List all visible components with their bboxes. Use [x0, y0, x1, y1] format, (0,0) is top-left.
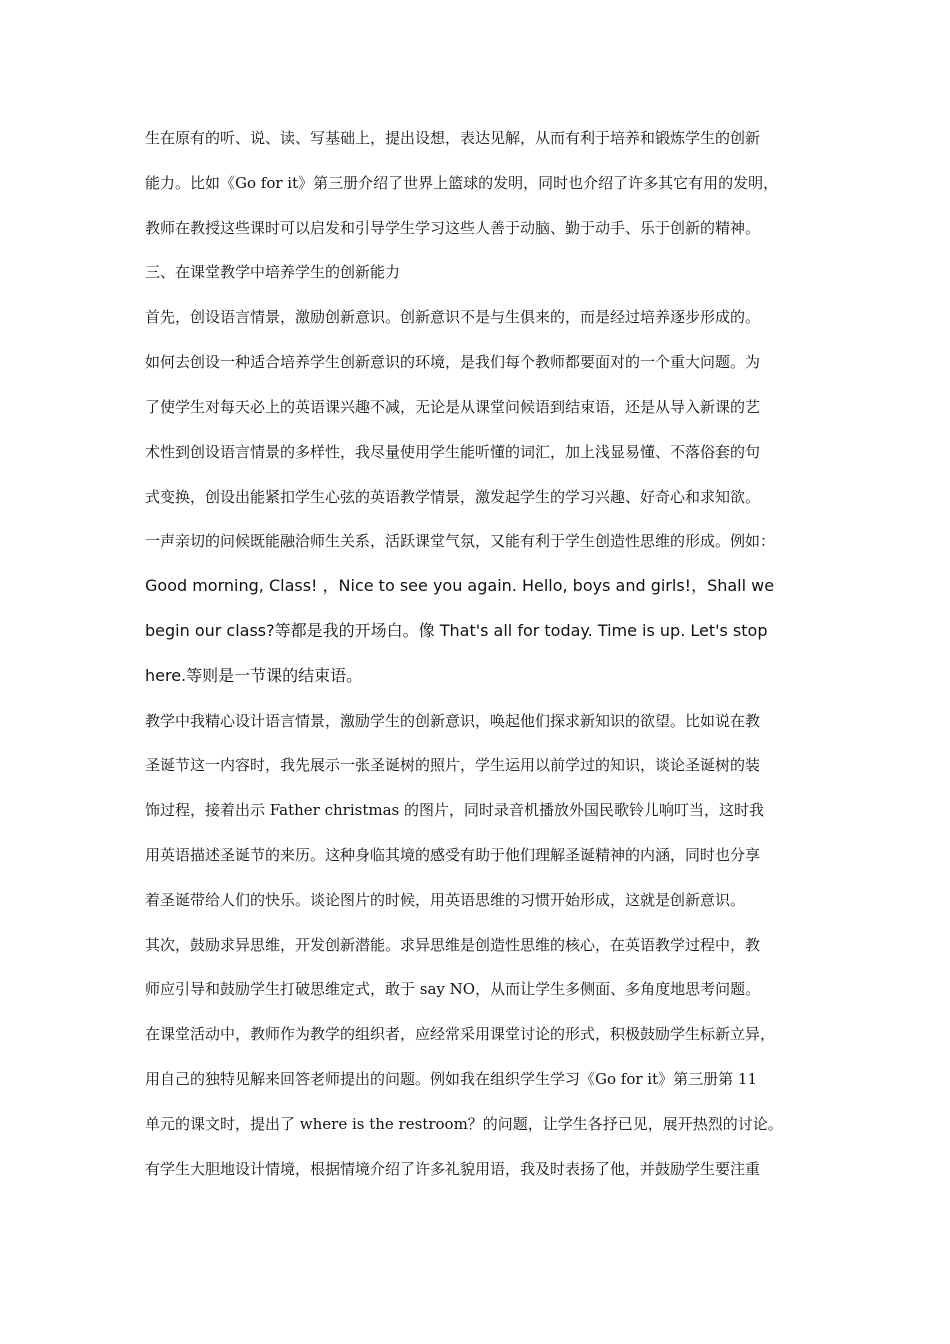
paragraph-line: begin our class?等都是我的开场白。像 That's all for today. Time is up. Let's stop [145, 621, 768, 640]
paragraph-line: 着圣诞带给人们的快乐。谈论图片的时候，用英语思维的习惯开始形成，这就是创新意识。 [145, 891, 746, 909]
paragraph-line: 师应引导和鼓励学生打破思维定式，敢于 say NO，从而让学生多侧面、多角度地思考问题。 [145, 980, 761, 998]
paragraph-line: 能力。比如《Go for it》第三册介绍了世界上篮球的发明，同时也介绍了许多其它有用的发明， [145, 174, 779, 192]
paragraph-line: here.等则是一节课的结束语。 [145, 666, 363, 685]
paragraph-line: 其次，鼓励求异思维，开发创新潜能。求异思维是创造性思维的核心，在英语教学过程中，教 [145, 936, 761, 954]
paragraph-line: 用英语描述圣诞节的来历。这种身临其境的感受有助于他们理解圣诞精神的内涵，同时也分享 [145, 846, 761, 864]
paragraph-line: 式变换，创设出能紧扣学生心弦的英语教学情景，激发起学生的学习兴趣、好奇心和求知欲。 [145, 488, 761, 506]
paragraph-line: Good morning, Class! ，Nice to see you again. Hello, boys and girls!，Shall we [145, 576, 775, 595]
paragraph-line: 圣诞节这一内容时，我先展示一张圣诞树的照片，学生运用以前学过的知识，谈论圣诞树的装 [145, 756, 761, 774]
paragraph-line: 用自己的独特见解来回答老师提出的问题。例如我在组织学生学习《Go for it》第三册第 11 [145, 1070, 757, 1088]
paragraph-line: 一声亲切的问候既能融洽师生关系，活跃课堂气氛，又能有利于学生创造性思维的形成。例如： [145, 532, 776, 550]
paragraph-line: 饰过程，接着出示 Father christmas 的图片，同时录音机播放外国民歌铃儿响叮当，这时我 [145, 801, 764, 819]
paragraph-line: 如何去创设一种适合培养学生创新意识的环境，是我们每个教师都要面对的一个重大问题。为 [145, 353, 761, 371]
paragraph-line: 有学生大胆地设计情境，根据情境介绍了许多礼貌用语，我及时表扬了他，并鼓励学生要注重 [145, 1160, 761, 1178]
paragraph-line: 教学中我精心设计语言情景，激励学生的创新意识，唤起他们探求新知识的欲望。比如说在教 [145, 712, 761, 730]
paragraph-line: 生在原有的听、说、读、写基础上，提出设想，表达见解，从而有利于培养和锻炼学生的创新 [145, 129, 761, 147]
paragraph-line: 教师在教授这些课时可以启发和引导学生学习这些人善于动脑、勤于动手、乐于创新的精神。 [145, 219, 761, 237]
section-heading: 三、在课堂教学中培养学生的创新能力 [145, 263, 401, 281]
paragraph-line: 在课堂活动中，教师作为教学的组织者，应经常采用课堂讨论的形式，积极鼓励学生标新立异， [145, 1025, 776, 1043]
paragraph-line: 了使学生对每天必上的英语课兴趣不减，无论是从课堂问候语到结束语，还是从导入新课的艺 [145, 398, 761, 416]
paragraph-line: 单元的课文时，提出了 where is the restroom？的问题，让学生各抒已见，展开热烈的讨论。 [145, 1115, 783, 1133]
paragraph-line: 术性到创设语言情景的多样性，我尽量使用学生能听懂的词汇，加上浅显易懂、不落俗套的句 [145, 443, 761, 461]
paragraph-line: 首先，创设语言情景，激励创新意识。创新意识不是与生俱来的，而是经过培养逐步形成的。 [145, 308, 761, 326]
